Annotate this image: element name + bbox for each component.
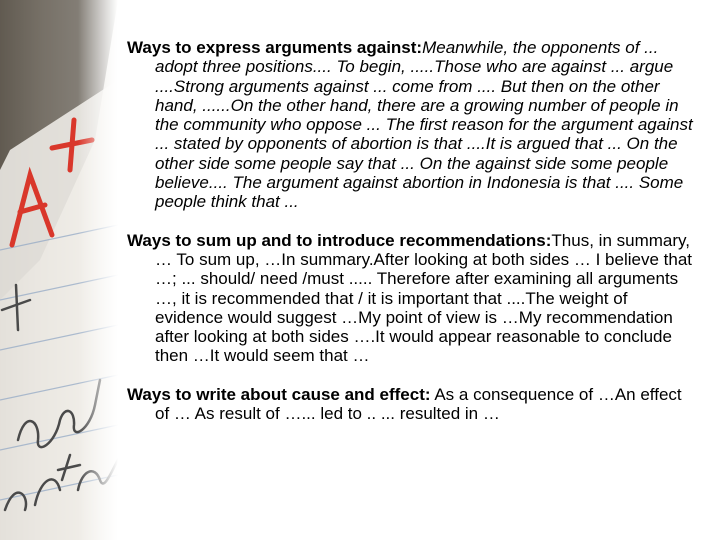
paragraph-heading: Ways to write about cause and effect: [127, 384, 431, 404]
paragraph-arguments-against [127, 38, 699, 212]
slide-text-content [127, 38, 699, 442]
paragraph-heading: Ways to express arguments against: [127, 38, 423, 57]
paragraph-sum-up [127, 231, 699, 366]
paragraph-body: Meanwhile, the opponents of ... adopt three positions.... To begin, .....Those who are against ... argue ....Strong arguments against ... come from .... But then on the other hand, ......On the other hand, there are a growing number of people in the community who oppose ... The first reason for the argument against ... stated by opponents of abortion is that ....It is argued that ... On the other side some people say that ... On the against side some people believe.... The argument against abortion in Indonesia is that .... Some people think that ... [155, 38, 693, 212]
paragraph-body: As a consequence of …An effect of … As result of …... led to .. ... resulted in … [155, 384, 682, 424]
paragraph-cause-effect [127, 385, 699, 424]
paragraph-body: Thus, in summary, … To sum up, …In summary.After looking at both sides … I believe that …; ... should/ need /must ..... Therefore after examining all arguments …, it is recommended that / it is important that ....The weight of evidence would suggest …My point of view is …My recommendation after looking at both sides ….It would appear reasonable to conclude then …It would seem that … [155, 230, 693, 366]
decorative-paper-photo [0, 0, 118, 540]
paragraph-heading: Ways to sum up and to introduce recommendations: [127, 230, 552, 250]
